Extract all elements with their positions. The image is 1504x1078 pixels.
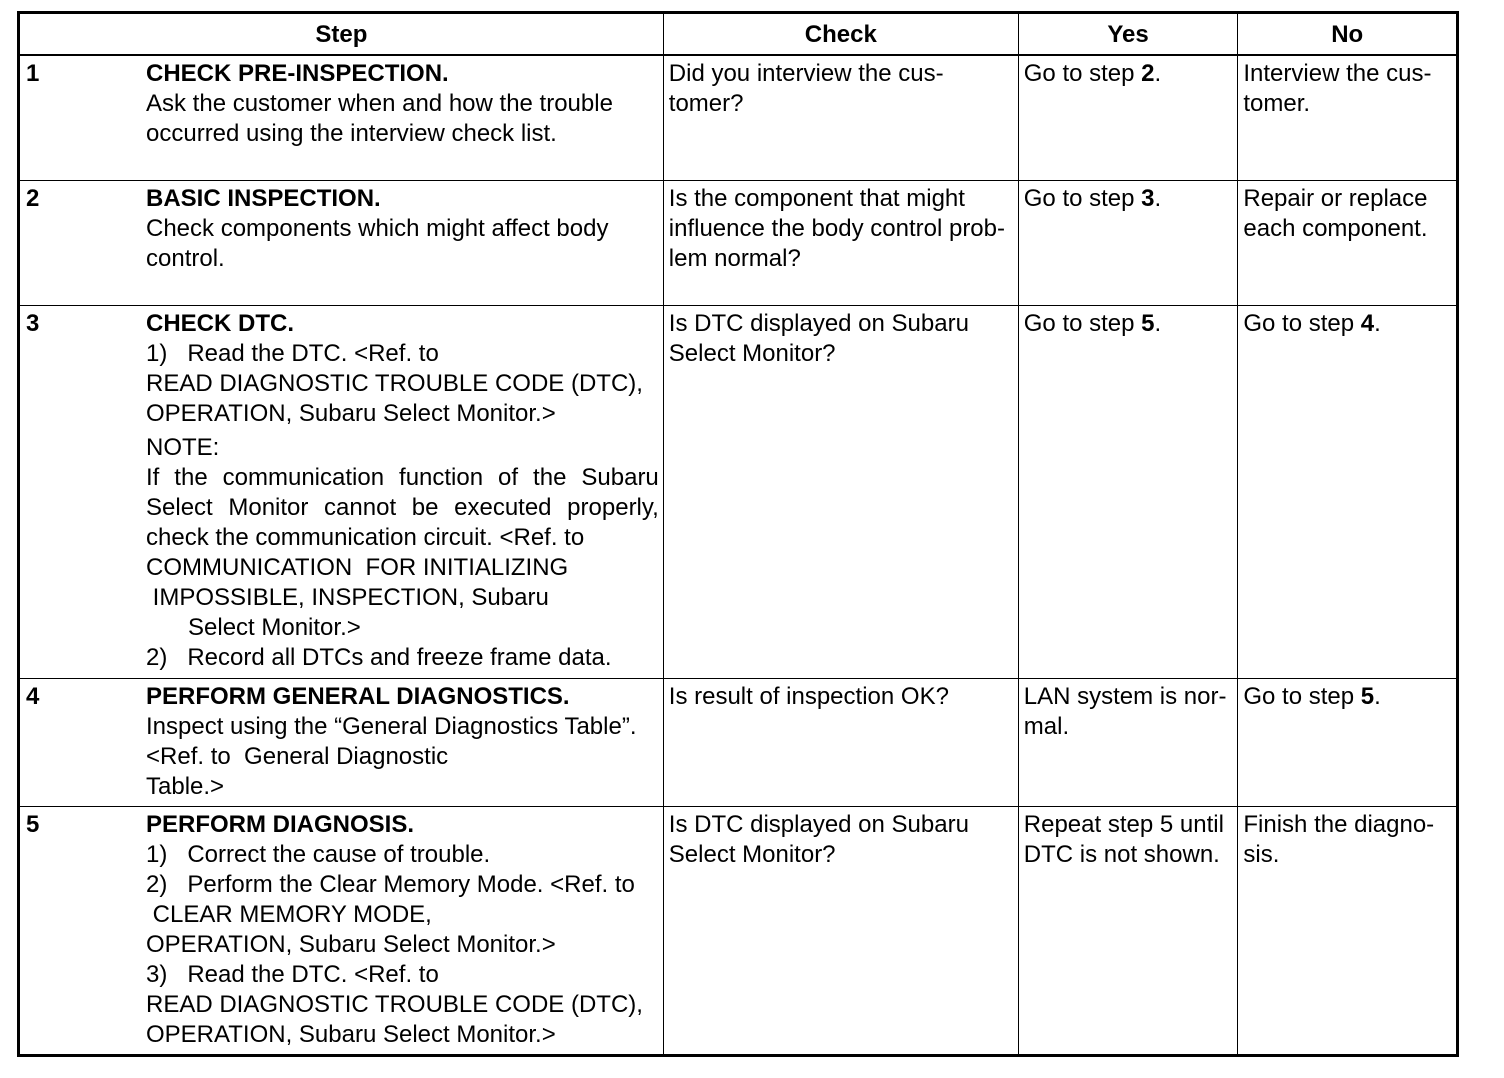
yes-cell (1018, 807, 1238, 1056)
yes-suffix: . (1154, 310, 1162, 337)
step-title: PERFORM DIAGNOSIS. (146, 811, 415, 838)
step-text: READ DIAGNOSTIC TROUBLE CODE (DTC), (146, 991, 643, 1018)
step-text: READ DIAGNOSTIC TROUBLE CODE (DTC), (146, 370, 643, 397)
yes-text: Go to step (1023, 310, 1142, 337)
check-cell (663, 181, 1018, 306)
no-text: Finish the diagno- (1243, 811, 1435, 838)
yes-suffix: . (1154, 185, 1162, 212)
check-cell (663, 55, 1018, 181)
step-number: 2 (26, 185, 40, 212)
no-text: tomer. (1243, 90, 1311, 117)
check-text: tomer? (668, 90, 744, 117)
yes-cell (1018, 679, 1238, 807)
step-text: 3) Read the DTC. <Ref. to (146, 961, 439, 988)
step-text: 2) Record all DTCs and freeze frame data. (146, 644, 612, 671)
yes-step-ref: 3 (1141, 185, 1155, 212)
no-text: Repair or replace (1243, 185, 1428, 212)
check-cell (663, 679, 1018, 807)
step-text: 2) Perform the Clear Memory Mode. <Ref. to (146, 871, 635, 898)
check-text: influence the body control prob- (668, 215, 1005, 242)
yes-text: mal. (1023, 713, 1070, 740)
note-text: If the communication function of the Subaru Select Monitor cannot be executed properly, check the communication circuit. <Ref. to (146, 464, 659, 551)
step-cell (19, 55, 664, 181)
no-text: Interview the cus- (1243, 60, 1432, 87)
step-text: occurred using the interview check list. (146, 120, 557, 147)
step-text: 1) Read the DTC. <Ref. to (146, 340, 439, 367)
step-text: <Ref. to General Diagnostic (146, 743, 449, 770)
yes-text: LAN system is nor- (1023, 683, 1227, 710)
table-row (19, 306, 1458, 679)
no-step-ref: 4 (1360, 310, 1375, 337)
header-no: No (1238, 13, 1458, 56)
yes-cell (1018, 306, 1238, 679)
no-suffix: . (1374, 683, 1381, 710)
no-suffix: . (1374, 310, 1381, 337)
check-text: Is DTC displayed on Subaru (668, 310, 969, 337)
no-text: Go to step (1243, 310, 1361, 337)
check-text: Is the component that might (668, 185, 965, 212)
yes-cell (1018, 181, 1238, 306)
yes-cell (1018, 55, 1238, 181)
header-yes: Yes (1018, 13, 1238, 56)
step-text: control. (146, 245, 225, 272)
step-title: CHECK PRE-INSPECTION. (146, 60, 449, 87)
table-row (19, 55, 1458, 181)
step-number: 4 (26, 683, 40, 710)
yes-text: DTC is not shown. (1023, 841, 1220, 868)
check-text: Did you interview the cus- (668, 60, 944, 87)
diagnostic-procedure-table (17, 11, 1459, 1057)
step-cell (19, 807, 664, 1056)
step-cell (19, 306, 664, 679)
step-text: Inspect using the “General Diagnostics Table”. (146, 713, 637, 740)
no-text: each component. (1243, 215, 1428, 242)
step-title: PERFORM GENERAL DIAGNOSTICS. (146, 683, 570, 710)
yes-text: Repeat step 5 until (1023, 811, 1224, 838)
no-step-ref: 5 (1360, 683, 1375, 710)
step-cell (19, 679, 664, 807)
step-title: BASIC INSPECTION. (146, 185, 381, 212)
check-text: Select Monitor? (668, 340, 836, 367)
step-text: 1) Correct the cause of trouble. (146, 841, 491, 868)
table-header-row (19, 13, 1458, 56)
note-text: Select Monitor.> (188, 614, 361, 641)
step-number: 5 (26, 811, 40, 838)
step-number: 1 (26, 60, 40, 87)
check-text: Select Monitor? (668, 841, 836, 868)
header-check: Check (663, 13, 1018, 56)
step-text: Table.> (146, 773, 225, 800)
note-text: COMMUNICATION FOR INITIALIZING (146, 554, 569, 581)
step-title: CHECK DTC. (146, 310, 294, 337)
step-cell (19, 181, 664, 306)
yes-text: Go to step (1023, 185, 1142, 212)
check-cell (663, 306, 1018, 679)
step-text: CLEAR MEMORY MODE, (146, 901, 432, 928)
note-label: NOTE: (146, 434, 220, 461)
table-row (19, 181, 1458, 306)
no-text: sis. (1243, 841, 1280, 868)
step-text: Ask the customer when and how the trouble (146, 90, 613, 117)
yes-text: Go to step (1023, 60, 1142, 87)
no-text: Go to step (1243, 683, 1361, 710)
check-text: Is result of inspection OK? (668, 683, 949, 710)
step-text: Check components which might affect body (146, 215, 609, 242)
step-text: OPERATION, Subaru Select Monitor.> (146, 931, 556, 958)
no-cell (1238, 181, 1458, 306)
no-cell (1238, 807, 1458, 1056)
step-text: OPERATION, Subaru Select Monitor.> (146, 400, 556, 427)
check-text: lem normal? (668, 245, 801, 272)
yes-step-ref: 2 (1141, 60, 1155, 87)
no-cell (1238, 679, 1458, 807)
header-step: Step (19, 13, 664, 56)
yes-suffix: . (1154, 60, 1162, 87)
yes-step-ref: 5 (1141, 310, 1155, 337)
check-text: Is DTC displayed on Subaru (668, 811, 969, 838)
check-cell (663, 807, 1018, 1056)
step-text: OPERATION, Subaru Select Monitor.> (146, 1021, 556, 1048)
no-cell (1238, 55, 1458, 181)
no-cell (1238, 306, 1458, 679)
step-number: 3 (26, 310, 40, 337)
note-text: IMPOSSIBLE, INSPECTION, Subaru (146, 584, 549, 611)
table-row (19, 807, 1458, 1056)
table-row (19, 679, 1458, 807)
